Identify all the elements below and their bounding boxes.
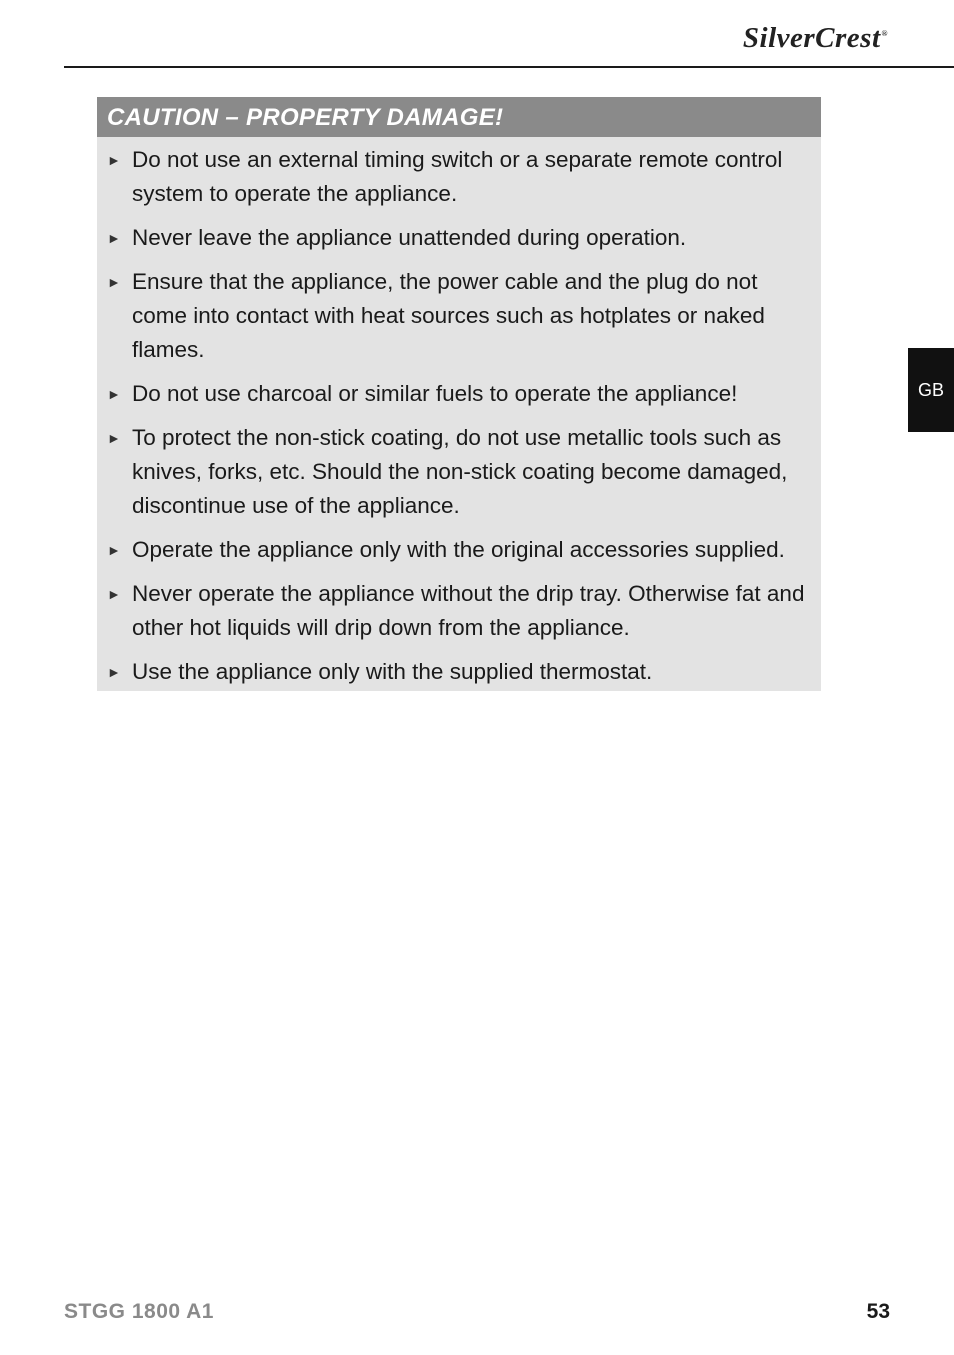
- list-item: [107, 143, 807, 211]
- caution-title: CAUTION – PROPERTY DAMAGE!: [97, 97, 821, 137]
- bullet-arrow-icon: ►: [107, 542, 121, 558]
- registered-mark: ®: [881, 29, 888, 39]
- list-item-text: Ensure that the appliance, the power cable and the plug do not come into contact with heat sources such as hotplates or naked flames.: [132, 268, 765, 363]
- bullet-arrow-icon: ►: [107, 152, 121, 168]
- list-item: [107, 655, 807, 689]
- list-item: [107, 265, 807, 368]
- list-item-text: To protect the non-stick coating, do not use metallic tools such as knives, forks, etc. Should the non-stick coating become damaged, discontinue use of the appliance.: [132, 424, 788, 519]
- list-item: [107, 577, 807, 645]
- page-number: 53: [866, 1300, 890, 1323]
- language-tab-label: GB: [917, 379, 944, 400]
- bullet-arrow-icon: ►: [107, 429, 121, 446]
- list-item-text: Never operate the appliance without the drip tray. Otherwise fat and other hot liquids will drip down from the appliance.: [132, 580, 805, 640]
- list-item-text: Never leave the appliance unattended during operation.: [132, 225, 687, 250]
- bullet-arrow-icon: ►: [107, 273, 121, 290]
- bullet-arrow-icon: ►: [107, 386, 121, 402]
- brand-name: SilverCrest: [742, 22, 881, 54]
- list-item: [107, 533, 807, 567]
- footer-model-number: STGG 1800 A1: [64, 1300, 214, 1323]
- list-item-text: Do not use an external timing switch or a separate remote control system to operate the appliance.: [132, 147, 783, 207]
- bullet-arrow-icon: ►: [107, 230, 121, 246]
- bullet-arrow-icon: ►: [107, 585, 121, 602]
- caution-box: [97, 97, 821, 691]
- bullet-arrow-icon: ►: [107, 663, 121, 680]
- list-item: [107, 421, 807, 524]
- language-tab-gb: [908, 348, 954, 432]
- list-item: [107, 377, 807, 411]
- list-item-text: Use the appliance only with the supplied thermostat.: [132, 658, 653, 684]
- list-item-text: Do not use charcoal or similar fuels to operate the appliance!: [132, 381, 738, 406]
- header-divider: [64, 66, 954, 68]
- brand-logo: [743, 22, 888, 55]
- caution-list: [97, 137, 821, 689]
- list-item-text: Operate the appliance only with the original accessories supplied.: [132, 537, 785, 562]
- list-item: [107, 221, 807, 255]
